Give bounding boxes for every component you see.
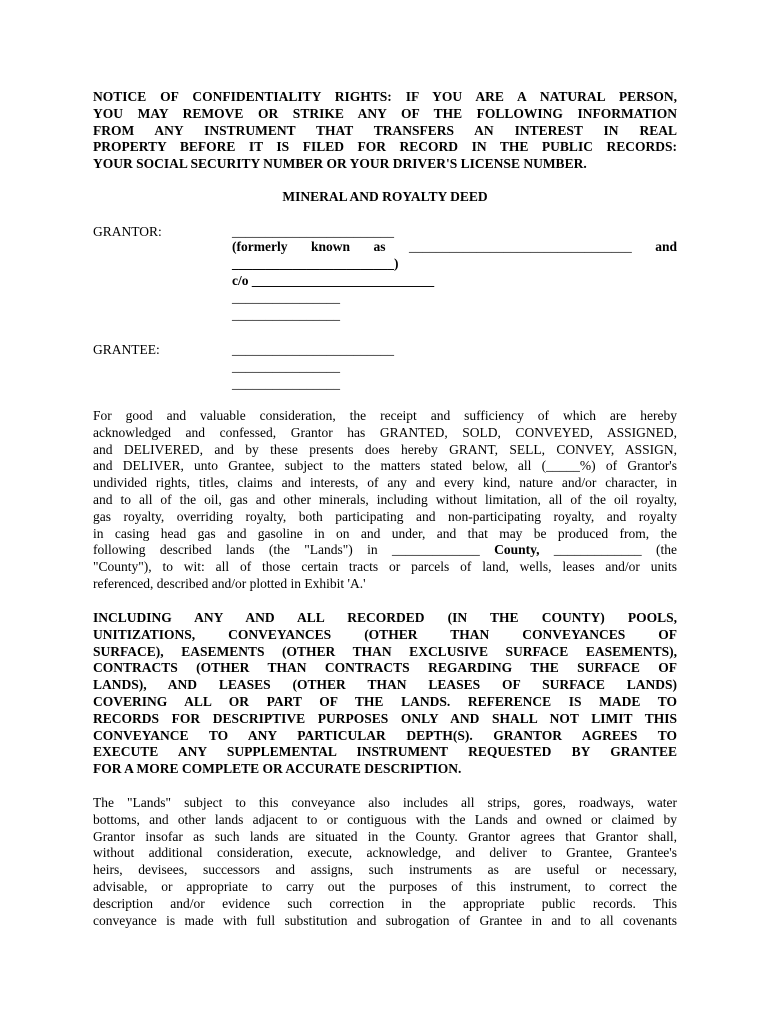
paragraph-line: INCLUDING ANY AND ALL RECORDED (IN THE COUNTY) POOLS, <box>93 610 677 625</box>
formerly-name-blank: _________________________________ <box>408 239 632 254</box>
notice-line: YOUR SOCIAL SECURITY NUMBER OR YOUR DRIVER'S LICENSE NUMBER. <box>93 156 587 172</box>
including-paragraph <box>93 610 677 778</box>
grantor-address-line: ________________ <box>232 307 340 322</box>
paragraph-line: advisable, or appropriate to carry out the purposes of this instrument, to correct the <box>93 878 677 894</box>
paragraph-line: Grantor insofar as such lands are situated in the County. Grantor agrees that Grantor shall, <box>93 828 677 844</box>
paragraph-line: COVERING ALL OR PART OF THE LANDS. REFERENCE IS MADE TO <box>93 693 677 709</box>
grantee-label: GRANTEE: <box>93 342 160 357</box>
paragraph-line: and DELIVERED, and by these presents does hereby GRANT, SELL, CONVEY, ASSIGN, <box>93 441 677 457</box>
grantor-address-line: ________________ <box>232 290 340 305</box>
paragraph-line: heirs, devisees, successors and assigns, such instruments as are useful or necessary, <box>93 862 677 878</box>
care-of-line: c/o ___________________________ <box>232 273 435 288</box>
consideration-paragraph <box>93 408 677 593</box>
paragraph-line: For good and valuable consideration, the receipt and sufficiency of which are hereby <box>93 408 677 423</box>
notice-line: PROPERTY BEFORE IT IS FILED FOR RECORD IN THE PUBLIC RECORDS: <box>93 139 677 155</box>
paragraph-line: undivided rights, titles, claims and interests, of any and every kind, nature and/or character, in <box>93 475 677 491</box>
paragraph-line: referenced, described and/or plotted in Exhibit 'A.' <box>93 575 366 591</box>
paragraph-line: and to all of the oil, gas and other minerals, including without limitation, all of the oil royalty, <box>93 491 677 507</box>
confidentiality-notice <box>93 89 677 173</box>
paragraph-line: and DELIVER, unto Grantee, subject to the matters stated below, all (_____%) of Grantor's <box>93 458 677 474</box>
document-title: MINERAL AND ROYALTY DEED <box>282 189 488 204</box>
notice-line: YOU MAY REMOVE OR STRIKE ANY OF THE FOLLOWING INFORMATION <box>93 105 677 121</box>
paragraph-line: description and/or evidence such correction in the appropriate public records. This <box>93 895 677 911</box>
paragraph-line: conveyance is made with full substitution and subrogation of Grantee in and to all covenants <box>93 912 677 928</box>
paragraph-line: bottoms, and other lands adjacent to or contiguous with the Lands and owned or claimed by <box>93 811 677 827</box>
paragraph-line: RECORDS FOR DESCRIPTIVE PURPOSES ONLY AND SHALL NOT LIMIT THIS <box>93 710 677 726</box>
notice-line: NOTICE OF CONFIDENTIALITY RIGHTS: IF YOU ARE A NATURAL PERSON, <box>93 89 677 104</box>
paragraph-line: SURFACE), EASEMENTS (OTHER THAN EXCLUSIVE SURFACE EASEMENTS), <box>93 643 677 659</box>
grantor-formerly-line <box>232 239 677 256</box>
lands-line <box>93 542 677 559</box>
grantee-name-blank: ________________________ <box>232 342 394 357</box>
grantor-name-blank: ________________________ <box>232 224 394 239</box>
paragraph-line: CONTRACTS (OTHER THAN CONTRACTS REGARDING THE SURFACE OF <box>93 660 677 676</box>
notice-line: FROM ANY INSTRUMENT THAT TRANSFERS AN INTEREST IN REAL <box>93 122 677 138</box>
paragraph-line: EXECUTE ANY SUPPLEMENTAL INSTRUMENT REQUESTED BY GRANTEE <box>93 744 677 760</box>
lands-line-start: following described lands (the "Lands") in _____________ <box>93 542 480 558</box>
formerly-close-blank: ________________________) <box>232 256 399 271</box>
grantor-label: GRANTOR: <box>93 224 162 239</box>
formerly-known-as-label: (formerly known as <box>232 239 386 254</box>
and-word: and <box>655 239 678 254</box>
county-word: County, <box>494 542 540 558</box>
paragraph-line: UNITIZATIONS, CONVEYANCES (OTHER THAN CONVEYANCES OF <box>93 626 677 642</box>
grantee-address-line: ________________ <box>232 359 340 374</box>
lands-line-end: _____________ (the <box>553 542 677 558</box>
paragraph-line: in casing head gas and gasoline in on and under, and that may be produced from, the <box>93 525 677 541</box>
paragraph-line: CONVEYANCE TO ANY PARTICULAR DEPTH(S). GRANTOR AGREES TO <box>93 727 677 743</box>
paragraph-line: acknowledged and confessed, Grantor has GRANTED, SOLD, CONVEYED, ASSIGNED, <box>93 424 677 440</box>
lands-paragraph <box>93 795 677 929</box>
paragraph-line: gas royalty, overriding royalty, both participating and non-participating royalty, and royalty <box>93 508 677 524</box>
paragraph-line: "County"), to wit: all of those certain tracts or parcels of land, wells, leases and/or units <box>93 559 677 575</box>
grantee-address-line: ________________ <box>232 376 340 391</box>
paragraph-line: LANDS), AND LEASES (OTHER THAN LEASES OF SURFACE LANDS) <box>93 677 677 693</box>
paragraph-line: without additional consideration, execute, acknowledge, and deliver to Grantee, Grantee's <box>93 845 677 861</box>
paragraph-line: The "Lands" subject to this conveyance also includes all strips, gores, roadways, water <box>93 795 677 810</box>
paragraph-line: FOR A MORE COMPLETE OR ACCURATE DESCRIPTION. <box>93 761 462 777</box>
